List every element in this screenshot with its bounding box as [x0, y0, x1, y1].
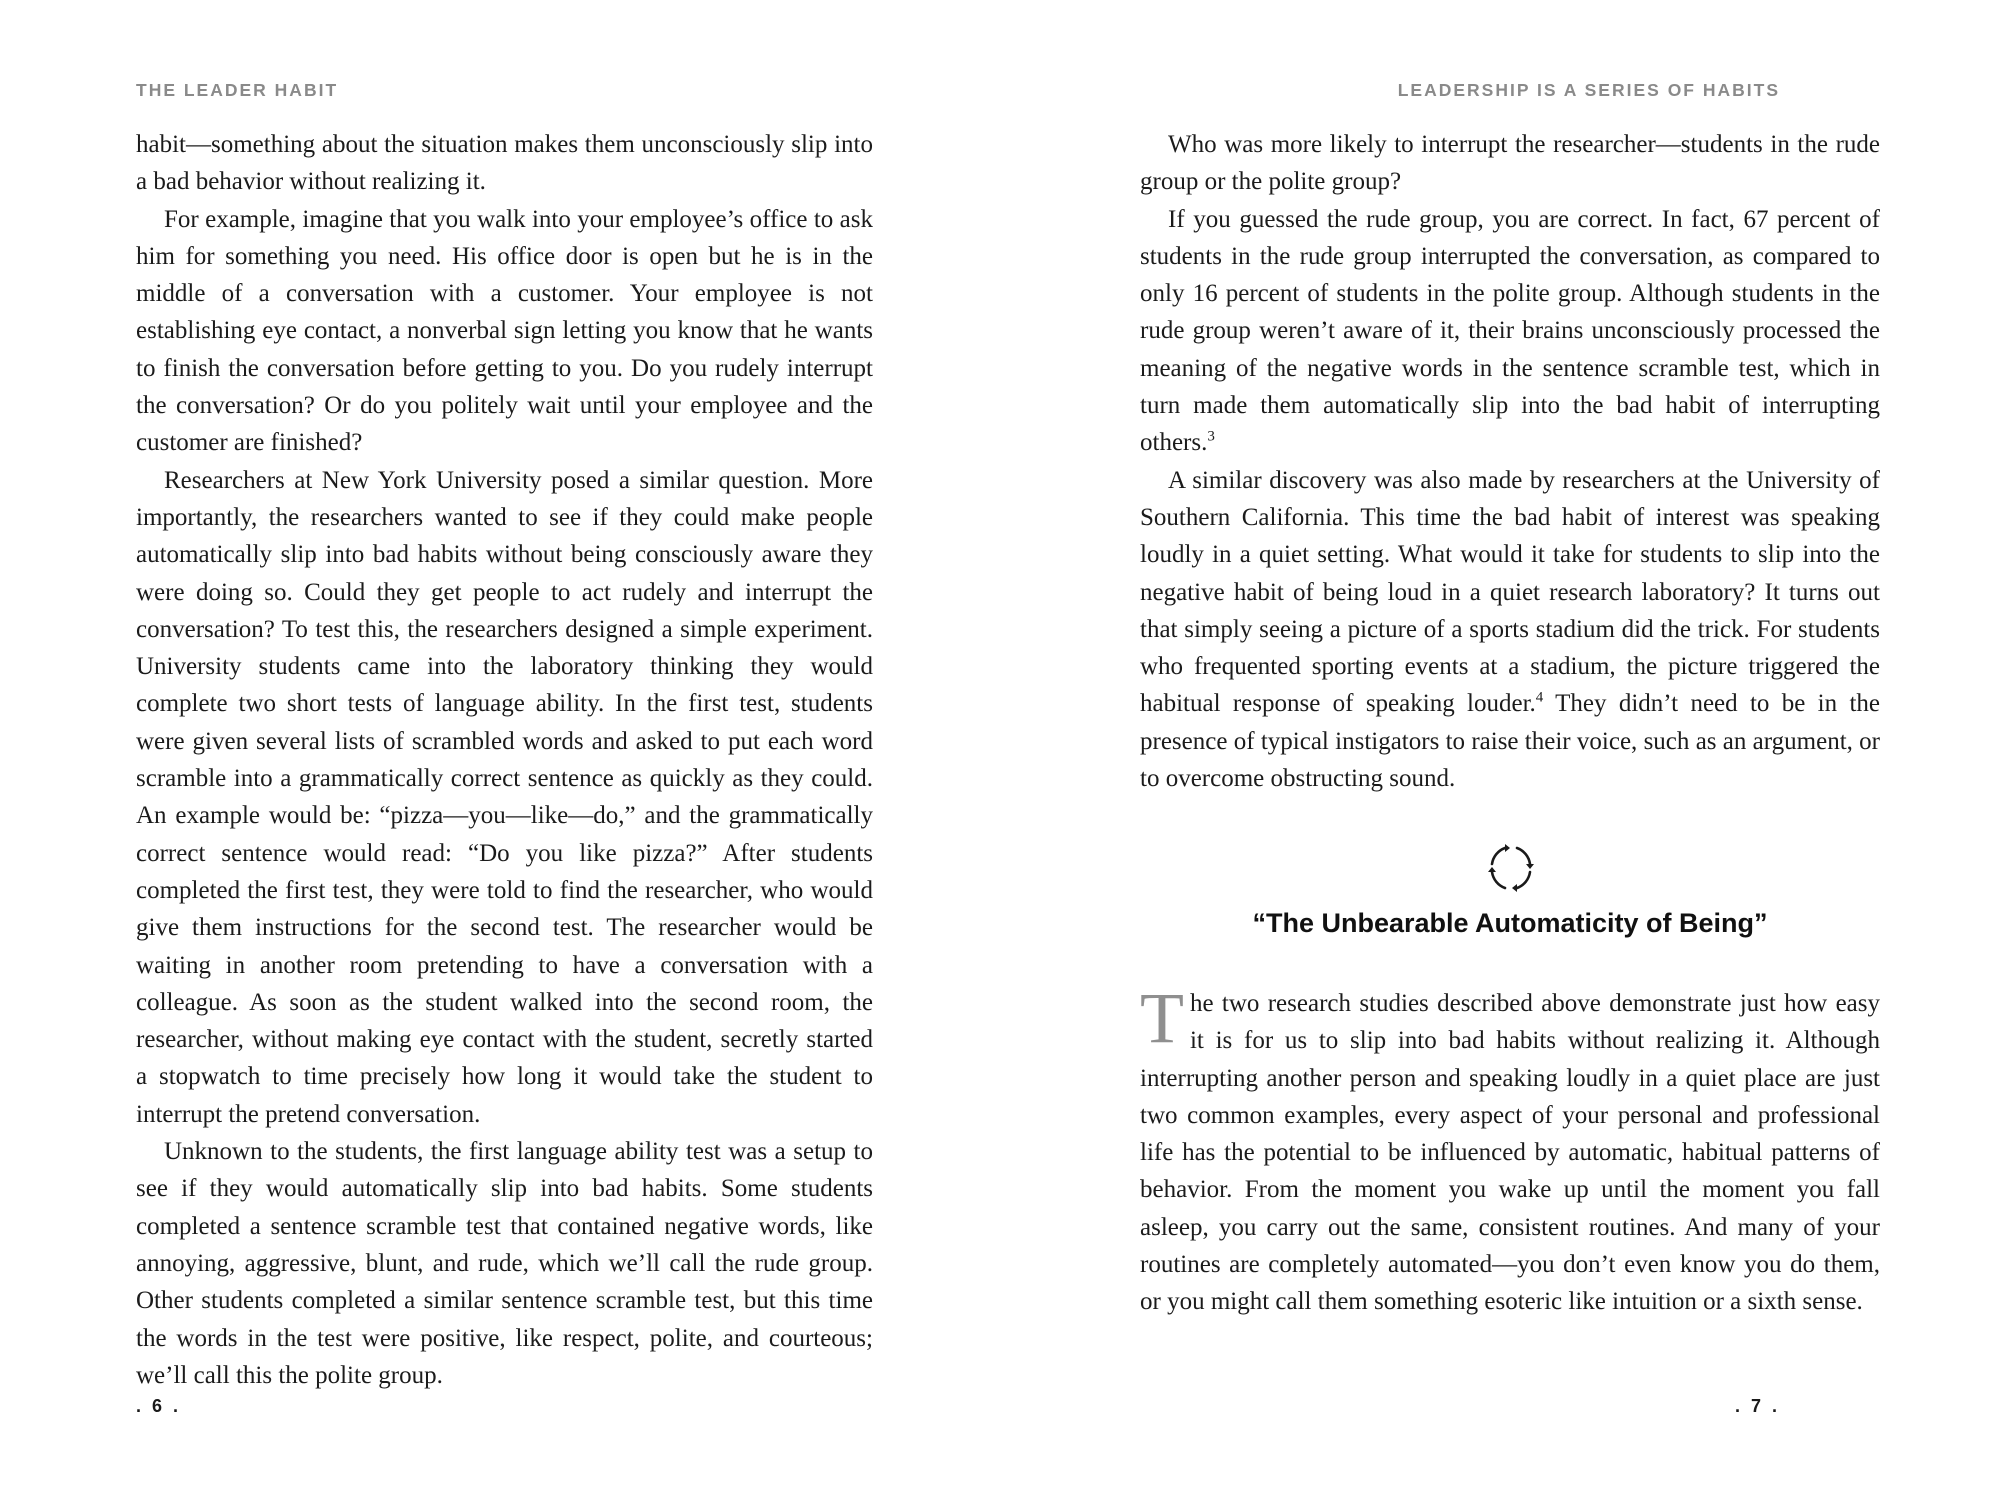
paragraph: [1140, 978, 1880, 1321]
paragraph: Researchers at New York University posed a similar question. More importantly, the researchers wanted to see if they could make people automatically slip into bad habits without being consciously aware they were doing so. Could they get people to act rudely and interrupt the conversation? To test this, the researchers designed a simple experiment. University students came into the laboratory thinking they would complete two short tests of language ability. In the first test, students were given several lists of scrambled words and asked to put each word scramble into a grammatically correct sentence as quickly as they could. An example would be: “pizza—you—like—do,” and the grammatically correct sentence would read: “Do you like pizza?” After students completed the first test, they were told to find the researcher, who would give them instructions for the second test. The researcher would be waiting in another room pretending to have a conversation with a colleague. As soon as the student walked into the second room, the researcher, without making eye contact with the student, secretly started a stopwatch to time precisely how long it would take the student to interrupt the pretend conversation.: [136, 466, 873, 1128]
paragraph-text: If you guessed the rude group, you are correct. In fact, 67 percent of students in the rude group interrupted the conversation, as compared to only 16 percent of students in the polite group. Although students in the rude group weren’t aware of it, their brains unconsciously processed the meaning of the negative words in the sentence scramble test, which in turn made them automatically slip into the bad habit of interrupting others.: [1140, 205, 1880, 457]
running-head-left: THE LEADER HABIT: [136, 80, 339, 100]
left-body-text: [136, 126, 873, 1394]
paragraph: [1140, 201, 1880, 462]
paragraph: [1140, 462, 1880, 798]
drop-cap: T: [1140, 978, 1184, 1058]
paragraph: Who was more likely to interrupt the researcher—students in the rude group or the polite group?: [1140, 131, 1880, 196]
footnote-marker: 3: [1207, 429, 1215, 446]
paragraph-text: A similar discovery was also made by researchers at the University of Southern California. This time the bad habit of interest was speaking loudly in a quiet setting. What would it take for students to slip into the negative habit of being loud in a quiet research laboratory? It turns out that simply seeing a picture of a sports stadium did the trick. For students who frequented sporting events at a stadium, the picture triggered the habitual response of speaking louder.: [1140, 466, 1880, 718]
section-body-text: [1140, 978, 1880, 1321]
paragraph: habit—something about the situation makes them unconsciously slip into a bad behavior without realizing it.: [136, 131, 873, 196]
running-head-right: LEADERSHIP IS A SERIES OF HABITS: [1397, 80, 1780, 100]
footnote-marker: 4: [1535, 690, 1544, 707]
paragraph: For example, imagine that you walk into your employee’s office to ask him for something you need. His office door is open but he is in the middle of a conversation with a customer. Your employee is not establishing eye contact, a nonverbal sign letting you know that he wants to finish the conversation before getting to you. Do you rudely interrupt the conversation? Or do you politely wait until your employee and the customer are finished?: [136, 205, 873, 457]
right-page: [1000, 0, 1900, 1500]
paragraph-text: They didn’t need to be in the presence of typical instigators to raise their voice, such as an argument, or to overcome obstructing sound.: [1140, 690, 1880, 793]
paragraph: Unknown to the students, the first language ability test was a setup to see if they would automatically slip into bad habits. Some students completed a sentence scramble test that contained negative words, like annoying, aggressive, blunt, and rude, which we’ll call the rude group. Other students completed a similar sentence scramble test, but this time the words in the test were positive, like respect, polite, and courteous; we’ll call this the polite group.: [136, 1138, 873, 1389]
left-page: [0, 0, 900, 1500]
circular-arrows-icon: [1485, 842, 1537, 894]
paragraph-text: he two research studies described above demonstrate just how easy it is for us to slip into bad habits without realizing it. Although interrupting another person and speaking loudly in a quiet place are just two common examples, every aspect of your personal and professional life has the potential to be influenced by automatic, habitual patterns of behavior. From the moment you wake up until the moment you fall asleep, you carry out the same, consistent routines. And many of your routines are completely automated—you don’t even know you do them, or you might call them something esoteric like intuition or a sixth sense.: [1140, 990, 1880, 1316]
section-heading: “The Unbearable Automaticity of Being”: [1252, 908, 1768, 938]
page-number-right: . 7 .: [1734, 1396, 1780, 1416]
page-number-left: . 6 .: [136, 1396, 182, 1416]
right-body-text: [1140, 126, 1880, 797]
